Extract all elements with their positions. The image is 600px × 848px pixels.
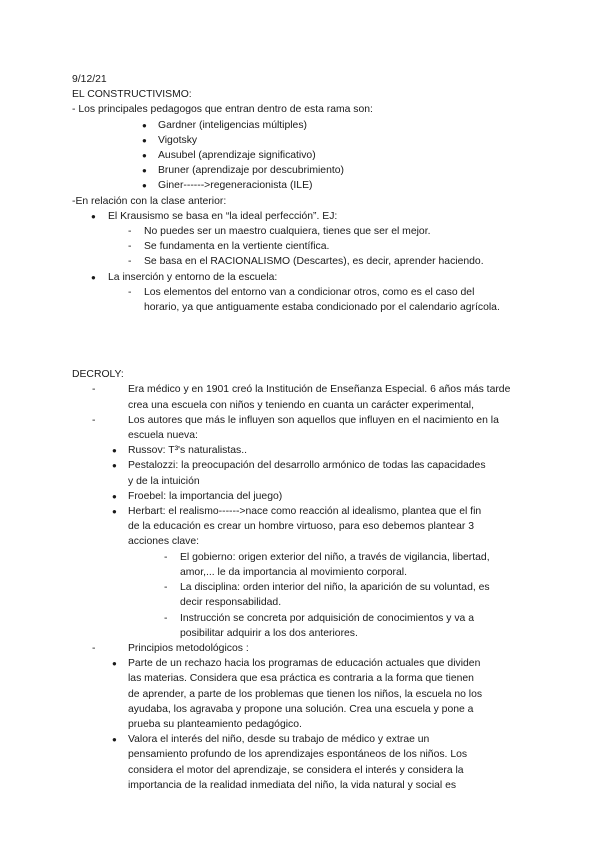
insercion-heading: ● La inserción y entorno de la escuela:: [72, 270, 532, 285]
bullet-icon: ●: [142, 151, 147, 161]
list-item: - Los elementos del entorno van a condicionar otros, como es el caso del: [72, 285, 532, 300]
list-item-continuation: pensamiento profundo de los aprendizajes espontáneos de los niños. Los: [128, 749, 468, 761]
list-item-continuation: escuela nueva:: [128, 430, 198, 442]
list-item: ● Gardner (inteligencias múltiples): [72, 118, 532, 133]
list-item-continuation: las materias. Considera que esa práctica es contraria a la forma que tienen: [128, 673, 474, 685]
list-item: - No puedes ser un maestro cualquiera, tienes que ser el mejor.: [72, 224, 532, 239]
list-item-continuation: acciones clave:: [128, 536, 200, 548]
bullet-icon: ●: [142, 120, 147, 130]
list-item: - Se fundamenta en la vertiente científica.: [72, 239, 532, 254]
bullet-icon: ●: [112, 446, 117, 456]
list-item: ● Herbart: el realismo------>nace como reacción al idealismo, plantea que el fin: [72, 504, 532, 519]
list-item: ● Vigotsky: [72, 133, 532, 148]
bullet-icon: ●: [142, 166, 147, 176]
list-item-continuation: considera el motor del aprendizaje, se considera el interés y considera la: [128, 764, 464, 776]
list-item-continuation: horario, ya que antiguamente estaba condicionado por el calendario agrícola.: [144, 302, 500, 314]
bullet-icon: ●: [112, 461, 117, 471]
list-item-continuation: crea una escuela con niños y teniendo en cuanta un carácter experimental,: [128, 399, 474, 411]
dash-icon: -: [164, 582, 168, 594]
list-item: - Se basa en el RACIONALISMO (Descartes), es decir, aprender haciendo.: [72, 254, 532, 269]
bullet-icon: ●: [142, 135, 147, 145]
dash-icon: -: [92, 642, 96, 654]
section-title-decroly: DECROLY:: [72, 369, 124, 381]
principios-heading: - Principios metodológicos :: [72, 641, 532, 656]
list-item: ● Froebel: la importancia del juego): [72, 489, 532, 504]
document-page: [72, 72, 532, 793]
dash-icon: -: [92, 414, 96, 426]
bullet-icon: ●: [112, 507, 117, 517]
bullet-icon: ●: [112, 735, 117, 745]
list-item: - El gobierno: origen exterior del niño, a través de vigilancia, libertad,: [72, 550, 532, 565]
list-item: ● Ausubel (aprendizaje significativo): [72, 148, 532, 163]
list-item: ● Parte de un rechazo hacia los programas de educación actuales que dividen: [72, 656, 532, 671]
list-item: ● Valora el interés del niño, desde su trabajo de médico y extrae un: [72, 732, 532, 747]
list-item-continuation: de aprender, a parte de los problemas que tienen los niños, la escuela no los: [128, 688, 483, 700]
krausismo-heading: ● El Krausismo se basa en “la ideal perfección”. EJ:: [72, 209, 532, 224]
list-item-continuation: ayudaba, los agravaba y propone una solución. Crea una escuela y pone a: [128, 703, 474, 715]
list-item-continuation: posibilitar adquirir a los dos anteriores.: [180, 627, 358, 639]
list-item-continuation: decir responsabilidad.: [180, 597, 282, 609]
dash-icon: -: [128, 241, 132, 253]
pedagogos-list: [72, 118, 532, 194]
dash-icon: -: [128, 286, 132, 298]
dash-icon: -: [92, 384, 96, 396]
bullet-icon: ●: [112, 659, 117, 669]
list-item-continuation: importancia de la realidad inmediata del niño, la vida natural y social es: [128, 779, 457, 791]
date: 9/12/21: [72, 74, 107, 85]
list-item: - Era médico y en 1901 creó la Institución de Enseñanza Especial. 6 años más tarde: [72, 382, 532, 397]
list-item: - Los autores que más le influyen son aquellos que influyen en el nacimiento en la: [72, 413, 532, 428]
dash-icon: -: [128, 256, 132, 268]
list-item-continuation: de la educación es crear un hombre virtuoso, para eso debemos plantear 3: [128, 521, 474, 533]
intro-text: - Los principales pedagogos que entran dentro de esta rama son:: [72, 104, 373, 116]
relacion-heading: -En relación con la clase anterior:: [72, 195, 227, 207]
list-item: - La disciplina: orden interior del niño, la aparición de su voluntad, es: [72, 580, 532, 595]
bullet-icon: ●: [91, 211, 96, 221]
dash-icon: -: [128, 226, 132, 238]
list-item-continuation: prueba su planteamiento pedagógico.: [128, 718, 302, 730]
list-item: ● Bruner (aprendizaje por descubrimiento): [72, 163, 532, 178]
list-item: ● Pestalozzi: la preocupación del desarrollo armónico de todas las capacidades: [72, 458, 532, 473]
dash-icon: -: [164, 551, 168, 563]
bullet-icon: ●: [91, 272, 96, 282]
bullet-icon: ●: [142, 181, 147, 191]
list-item: ● Russov: T³'s naturalistas..: [72, 443, 532, 458]
bullet-icon: ●: [112, 491, 117, 501]
section-title-constructivismo: EL CONSTRUCTIVISMO:: [72, 89, 192, 101]
section-spacer: [72, 315, 532, 367]
dash-icon: -: [164, 612, 168, 624]
list-item: ● Giner------>regeneracionista (ILE): [72, 178, 532, 193]
list-item-continuation: y de la intuición: [128, 475, 200, 487]
list-item-continuation: amor,... le da importancia al movimiento corporal.: [180, 566, 407, 578]
list-item: - Instrucción se concreta por adquisición de conocimientos y va a: [72, 611, 532, 626]
